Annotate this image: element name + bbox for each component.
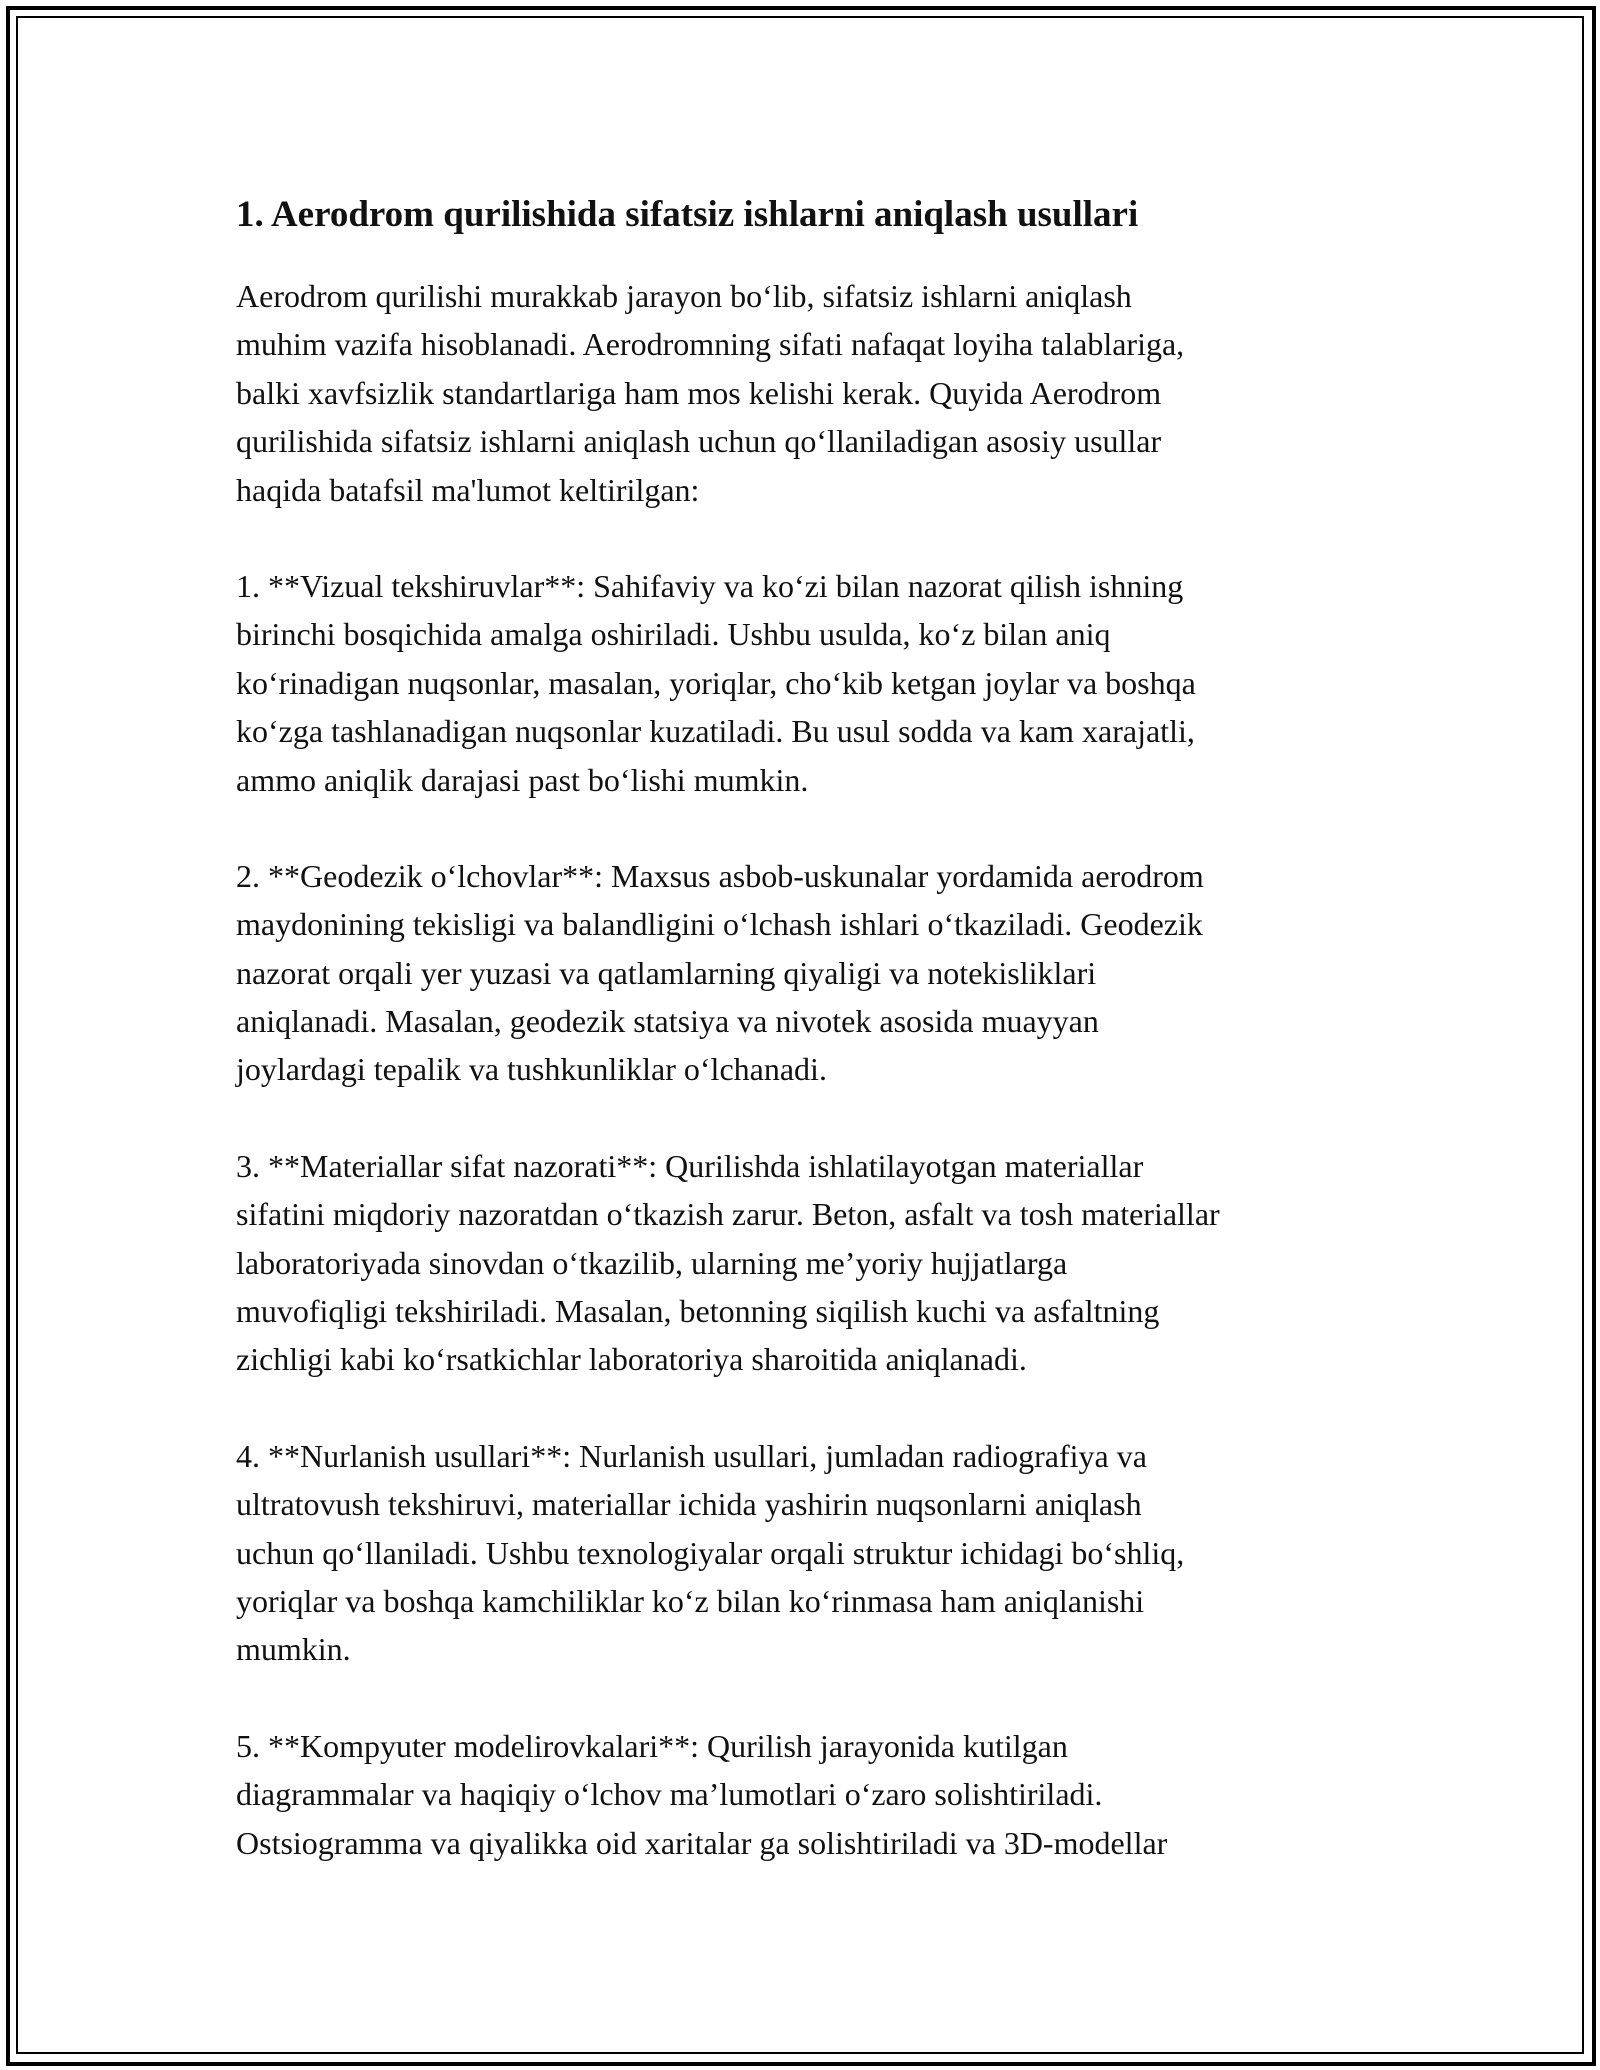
text-line: ultratovush tekshiruvi, materiallar ichida yashirin nuqsonlarni aniqlash (236, 1486, 1142, 1523)
method-paragraph-1 (236, 562, 1386, 804)
text-line: 3. **Materiallar sifat nazorati**: Qurilishda ishlatilayotgan materiallar (236, 1147, 1144, 1184)
text-line: nazorat orqali yer yuzasi va qatlamlarning qiyaligi va notekisliklari (236, 954, 1097, 991)
text-line: muvofiqligi tekshiriladi. Masalan, betonning siqilish kuchi va asfaltning (236, 1293, 1160, 1330)
text-line: mumkin. (236, 1631, 351, 1668)
text-line: haqida batafsil ma'lumot keltirilgan: (236, 471, 700, 508)
text-line: diagrammalar va haqiqiy oʻlchov ma’lumotlari oʻzaro solishtiriladi. (236, 1776, 1103, 1813)
section-heading: 1. Aerodrom qurilishida sifatsiz ishlarni aniqlash usullari (236, 194, 1139, 235)
method-paragraph-2 (236, 852, 1386, 1094)
text-line: sifatini miqdoriy nazoratdan oʻtkazish zarur. Beton, asfalt va tosh materiallar (236, 1196, 1220, 1233)
text-line: muhim vazifa hisoblanadi. Aerodromning sifati nafaqat loyiha talablariga, (236, 326, 1185, 363)
text-line: joylardagi tepalik va tushkunliklar oʻlchanadi. (236, 1051, 827, 1088)
method-paragraph-4 (236, 1432, 1386, 1674)
text-line: uchun qoʻllaniladi. Ushbu texnologiyalar orqali struktur ichidagi boʻshliq, (236, 1534, 1185, 1571)
intro-paragraph (236, 272, 1386, 514)
text-line: balki xavfsizlik standartlariga ham mos kelishi kerak. Quyida Aerodrom (236, 374, 1162, 411)
text-line: yoriqlar va boshqa kamchiliklar koʻz bilan koʻrinmasa ham aniqlanishi (236, 1582, 1145, 1619)
text-line: koʻrinadigan nuqsonlar, masalan, yoriqlar, choʻkib ketgan joylar va boshqa (236, 664, 1196, 701)
text-line: aniqlanadi. Masalan, geodezik statsiya va nivotek asosida muayyan (236, 1003, 1099, 1040)
text-line: laboratoriyada sinovdan oʻtkazilib, ularning me’yoriy hujjatlarga (236, 1244, 1068, 1281)
text-line: birinchi bosqichida amalga oshiriladi. Ushbu usulda, koʻz bilan aniq (236, 616, 1111, 653)
method-paragraph-3 (236, 1142, 1386, 1384)
text-line: 4. **Nurlanish usullari**: Nurlanish usullari, jumladan radiografiya va (236, 1437, 1147, 1474)
text-line: Ostsiogramma va qiyalikka oid xaritalar ga solishtiriladi va 3D-modellar (236, 1824, 1168, 1861)
text-line: ammo aniqlik darajasi past boʻlishi mumkin. (236, 761, 809, 798)
document-body (236, 272, 1386, 1867)
text-line: Aerodrom qurilishi murakkab jarayon boʻlib, sifatsiz ishlarni aniqlash (236, 278, 1132, 314)
document-page (236, 186, 1386, 1915)
text-line: zichligi kabi koʻrsatkichlar laboratoriya sharoitida aniqlanadi. (236, 1341, 1027, 1378)
text-line: qurilishida sifatsiz ishlarni aniqlash uchun qoʻllaniladigan asosiy usullar (236, 423, 1162, 460)
text-line: maydonining tekisligi va balandligini oʻlchash ishlari oʻtkaziladi. Geodezik (236, 906, 1203, 943)
text-line: 1. **Vizual tekshiruvlar**: Sahifaviy va koʻzi bilan nazorat qilish ishning (236, 567, 1184, 604)
text-line: 5. **Kompyuter modelirovkalari**: Qurilish jarayonida kutilgan (236, 1727, 1068, 1764)
text-line: 2. **Geodezik oʻlchovlar**: Maxsus asbob-uskunalar yordamida aerodrom (236, 857, 1204, 894)
method-paragraph-5 (236, 1722, 1386, 1867)
text-line: koʻzga tashlanadigan nuqsonlar kuzatiladi. Bu usul sodda va kam xarajatli, (236, 713, 1195, 750)
